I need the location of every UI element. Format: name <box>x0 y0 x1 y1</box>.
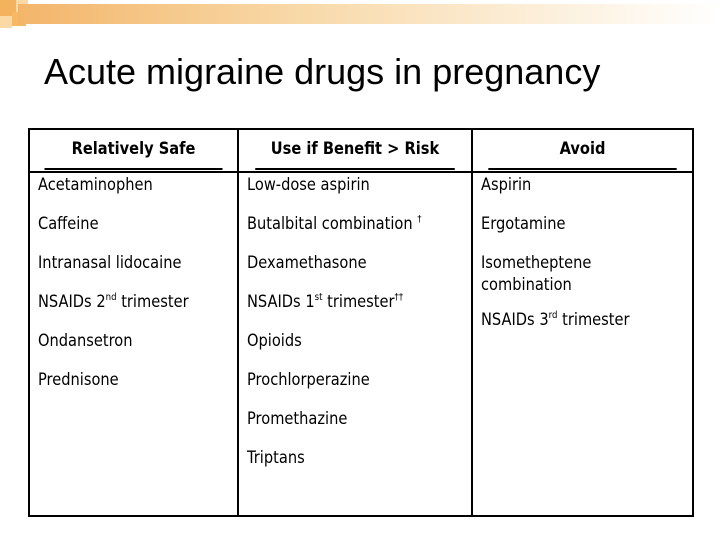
list-item: Triptans <box>247 448 305 468</box>
list-item: NSAIDs 1st trimester†† <box>247 292 404 312</box>
list-item: Acetaminophen <box>38 175 153 195</box>
column-relatively-safe <box>30 130 237 515</box>
list-item: NSAIDs 2nd trimester <box>38 292 189 312</box>
list-item: Intranasal lidocaine <box>38 253 182 273</box>
list-item: Aspirin <box>481 175 532 195</box>
list-item: Promethazine <box>247 409 348 429</box>
list-item: Dexamethasone <box>247 253 367 273</box>
list-item: Caffeine <box>38 214 99 234</box>
drug-table <box>28 128 694 517</box>
list-item: Opioids <box>247 331 302 351</box>
column-header: Use if Benefit > Risk <box>255 130 455 170</box>
list-item: Ergotamine <box>481 214 566 234</box>
list-item: Isometheptene combination <box>481 253 592 295</box>
list-item: Butalbital combination † <box>247 214 422 234</box>
list-item: Ondansetron <box>38 331 133 351</box>
list-item: Prednisone <box>38 370 119 390</box>
column-header: Relatively Safe <box>44 130 222 170</box>
column-header: Avoid <box>488 130 676 170</box>
column-avoid <box>471 130 692 515</box>
page-title: Acute migraine drugs in pregnancy <box>44 51 601 92</box>
list-item: Low-dose aspirin <box>247 175 370 195</box>
title-accent-bar <box>18 4 720 24</box>
column-use-if-benefit <box>237 130 471 515</box>
list-item: Prochlorperazine <box>247 370 370 390</box>
list-item: NSAIDs 3rd trimester <box>481 310 630 330</box>
